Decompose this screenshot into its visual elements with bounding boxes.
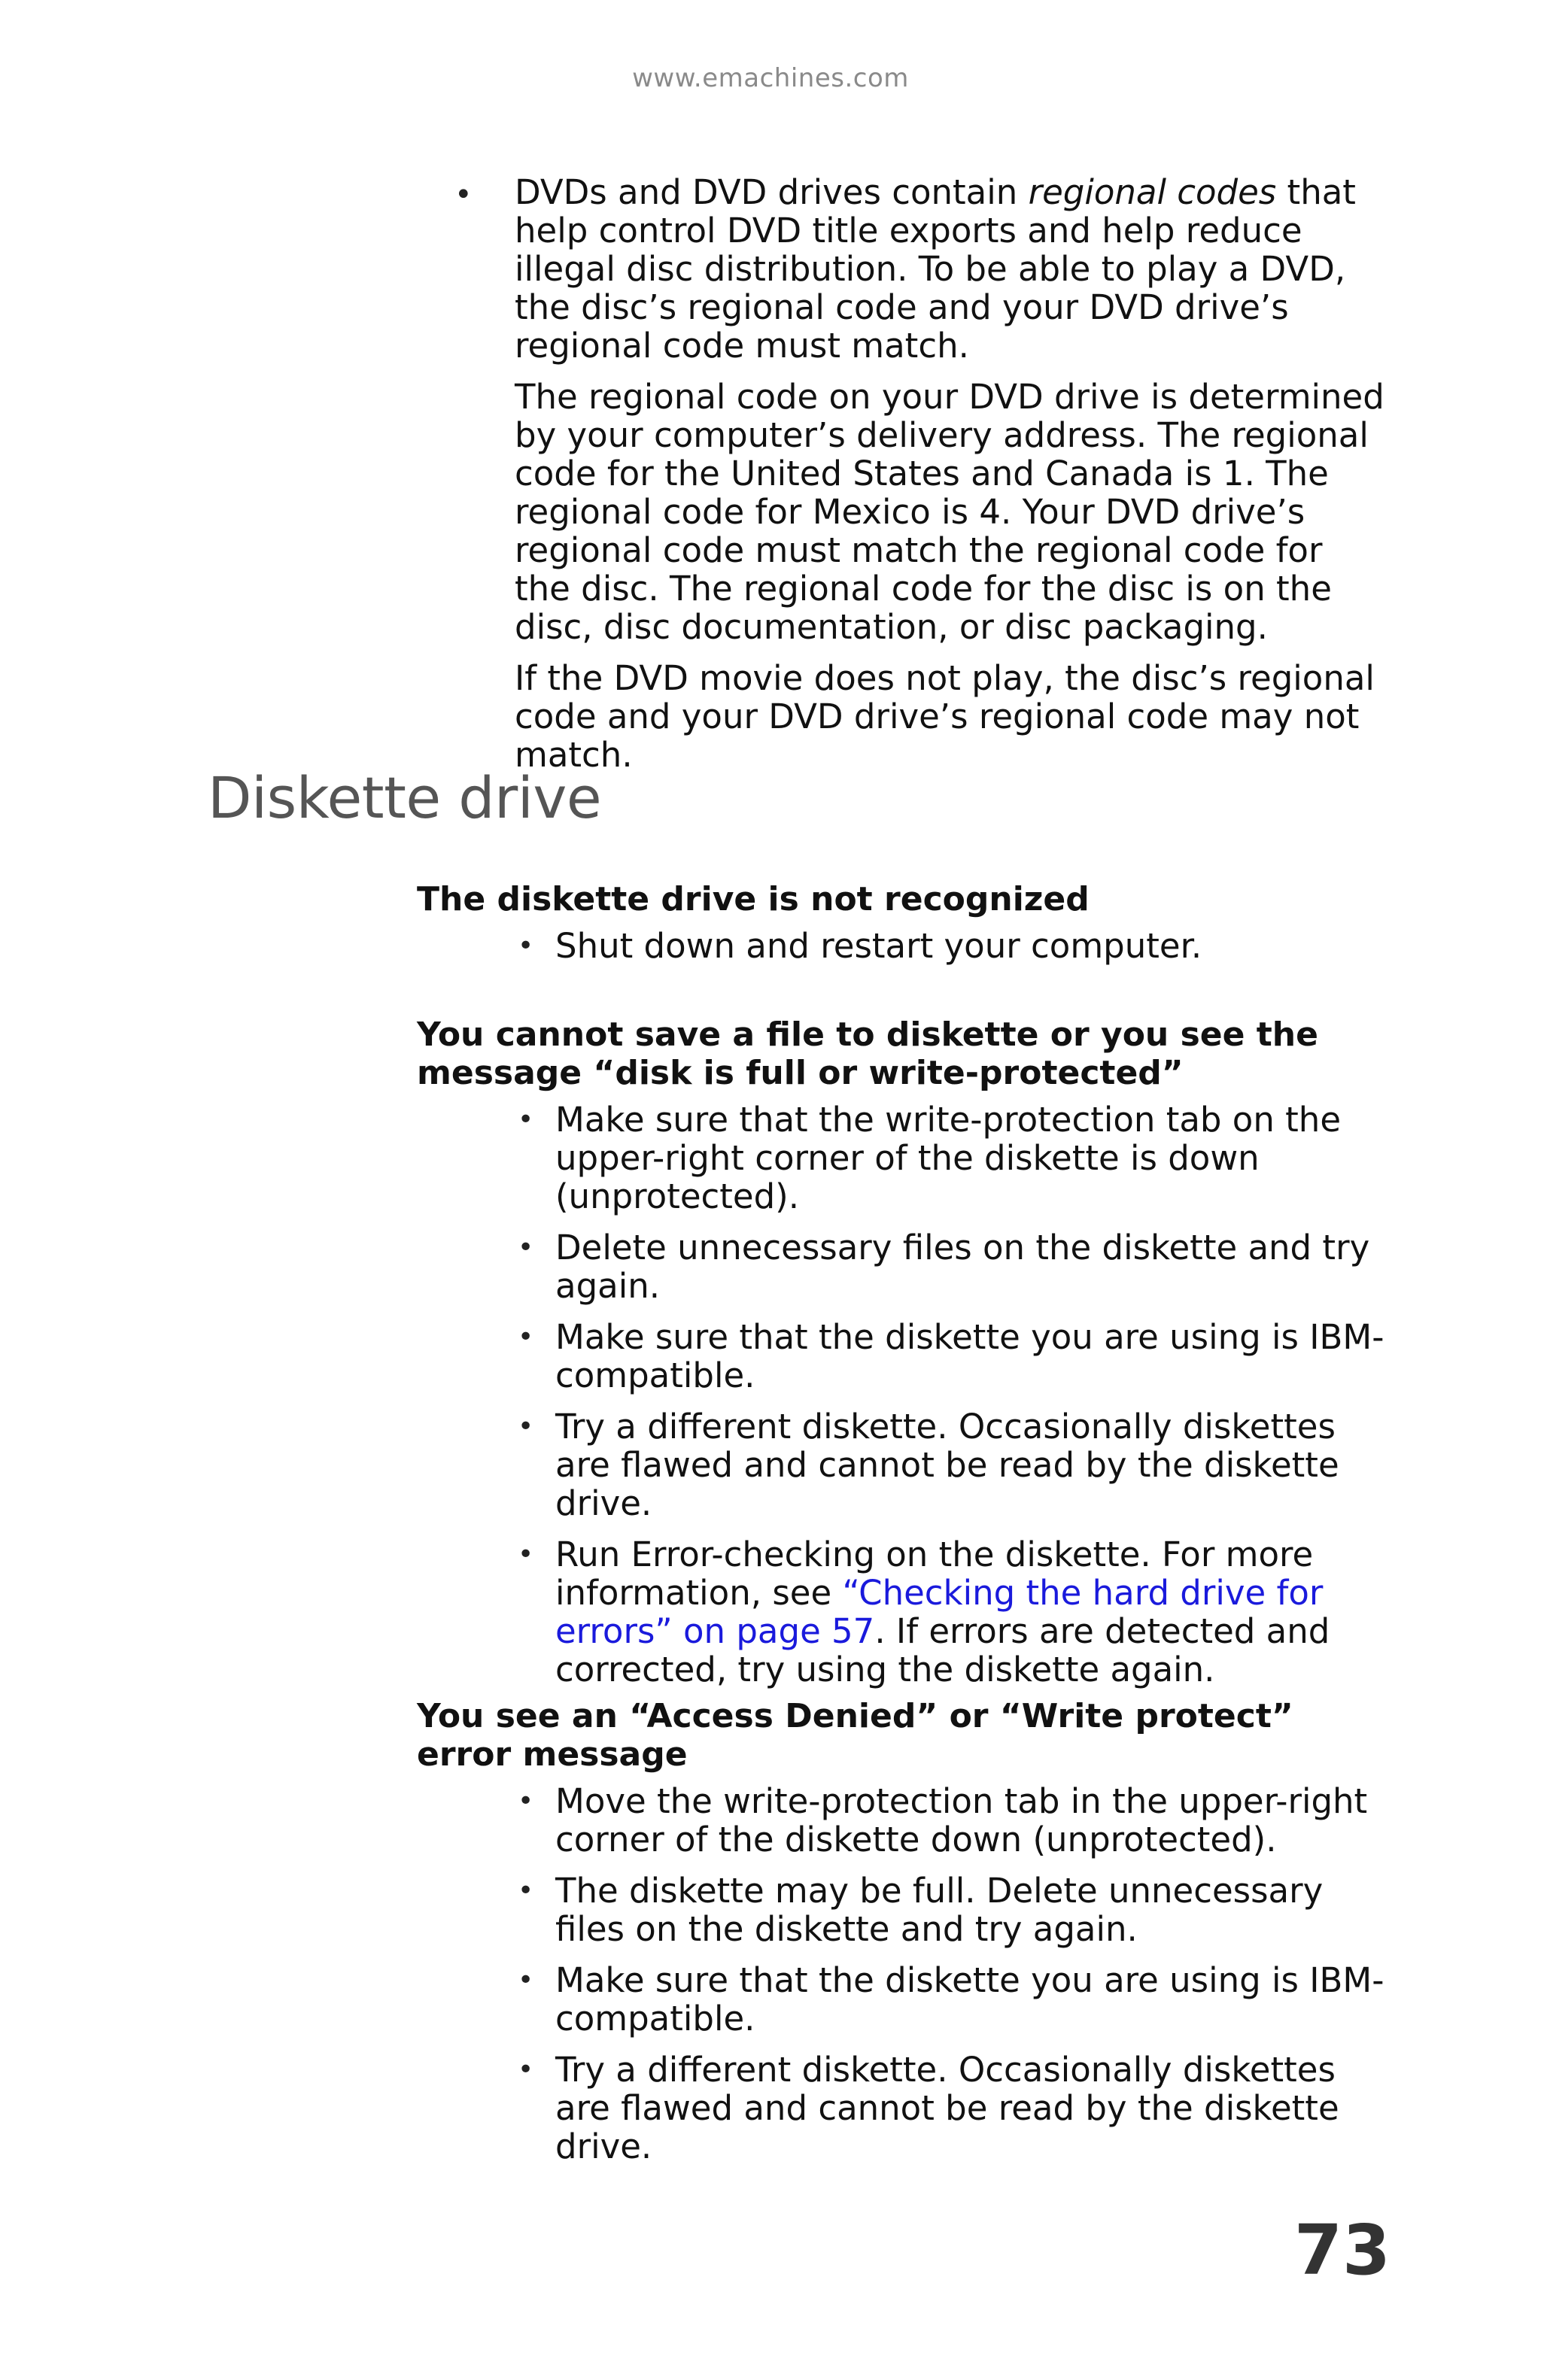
bullet-icon: •: [454, 178, 473, 212]
bullet-icon: •: [518, 1411, 534, 1442]
page-number: 73: [1293, 2210, 1391, 2290]
solution-list: [417, 1782, 1388, 2166]
list-item: [417, 1782, 1388, 1859]
cross-reference-link[interactable]: “Checking the hard drive for errors” on page 57: [555, 1573, 1324, 1651]
list-item: [417, 1318, 1388, 1395]
bullet-icon: •: [518, 2054, 534, 2085]
intro-paragraph-1: [515, 173, 1384, 365]
problem-heading: The diskette drive is not recognized: [417, 880, 1090, 918]
list-item-text: Try a different diskette. Occasionally diskettes are flawed and cannot be read by the diskette drive.: [555, 2050, 1339, 2166]
solution-list: [417, 927, 1388, 965]
solution-list: [417, 1100, 1388, 1689]
section-title: Diskette drive: [208, 764, 602, 831]
bullet-icon: •: [518, 1786, 534, 1817]
list-item-text: Try a different diskette. Occasionally diskettes are flawed and cannot be read by the diskette drive.: [555, 1407, 1339, 1523]
intro-paragraph-3: If the DVD movie does not play, the disc’s regional code and your DVD drive’s regional code may not match.: [515, 658, 1375, 775]
intro-bullet-item: [451, 173, 1384, 787]
bullet-icon: •: [518, 1322, 534, 1352]
bullet-icon: •: [518, 1232, 534, 1263]
bullet-icon: •: [518, 1965, 534, 1996]
list-item: [417, 1535, 1388, 1689]
list-item-text: Run Error-checking on the diskette. For more information, see: [555, 1535, 1314, 1613]
list-item-text: Make sure that the write-protection tab on the upper-right corner of the diskette is down (unprotected).: [555, 1100, 1342, 1216]
bullet-icon: •: [518, 1104, 534, 1135]
list-item: [417, 1100, 1388, 1216]
intro-text: that help control DVD title exports and help reduce illegal disc distribution. To be able to play a DVD, the disc’s regional code and your DVD drive’s regional code must match.: [515, 172, 1356, 366]
intro-paragraph-2: The regional code on your DVD drive is determined by your computer’s delivery address. The regional code for the United States and Canada is 1. The regional code for Mexico is 4. Your DVD drive’s regional code must match the regional code for the disc. The regional code for the disc is on the disc, disc documentation, or disc packaging.: [515, 377, 1384, 647]
list-item: [417, 2051, 1388, 2166]
problem-cannot-save: [417, 1015, 1388, 1702]
list-item: [417, 1407, 1388, 1522]
list-item-text: Delete unnecessary files on the diskette and try again.: [555, 1228, 1370, 1306]
regional-codes-term: regional codes: [1028, 172, 1277, 212]
list-item-text: Make sure that the diskette you are using is IBM-compatible.: [555, 1960, 1384, 2038]
problem-access-denied: [417, 1697, 1388, 2178]
list-item: [417, 1872, 1388, 1948]
bullet-icon: •: [518, 1539, 534, 1570]
intro-text: DVDs and DVD drives contain: [515, 172, 1029, 212]
list-item-text: The diskette may be full. Delete unnecessary files on the diskette and try again.: [555, 1871, 1324, 1949]
page-header-url: www.emachines.com: [632, 63, 909, 93]
problem-heading: You see an “Access Denied” or “Write protect” error message: [417, 1697, 1293, 1774]
list-item: [417, 1228, 1388, 1305]
bullet-icon: •: [518, 1875, 534, 1906]
problem-heading: You cannot save a file to diskette or you see the message “disk is full or write-protected”: [417, 1015, 1318, 1092]
list-item-text: Make sure that the diskette you are using is IBM-compatible.: [555, 1317, 1384, 1395]
list-item: [417, 927, 1388, 965]
list-item-text: Shut down and restart your computer.: [555, 926, 1202, 966]
list-item-text: Move the write-protection tab in the upper-right corner of the diskette down (unprotected).: [555, 1781, 1368, 1859]
bullet-icon: •: [518, 930, 534, 961]
list-item: [417, 1961, 1388, 2038]
list-item-text: . If errors are detected and corrected, try using the diskette again.: [555, 1611, 1330, 1689]
problem-not-recognized: [417, 880, 1388, 978]
